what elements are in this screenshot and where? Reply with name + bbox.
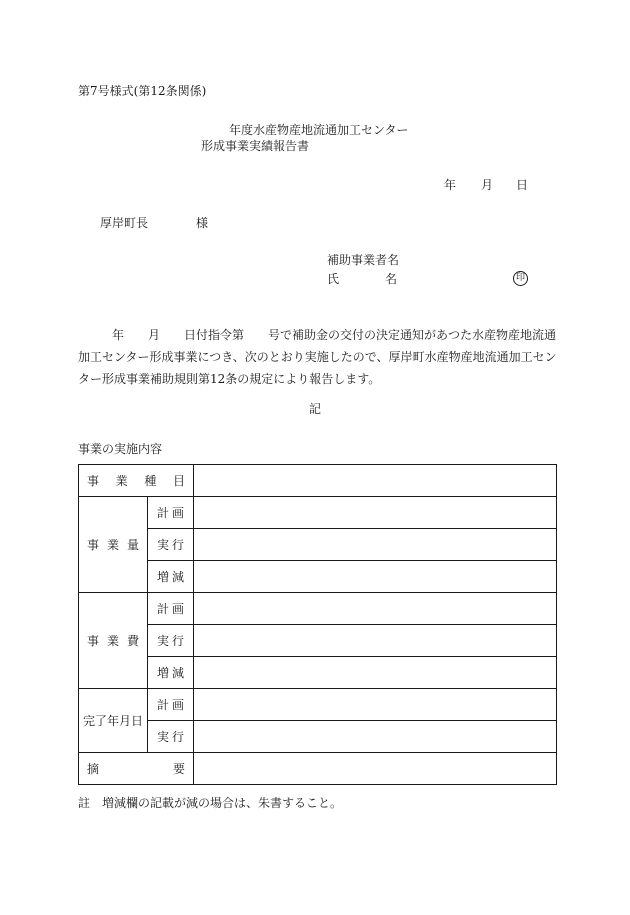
sub-label-plan: 計 画 [148,497,194,529]
seal-stamp-icon: 印 [513,271,528,286]
body-line-3: ター形成事業補助規則第12条の規定により報告します。 [78,372,381,386]
addressee-honorific: 様 [196,216,209,230]
table-row [79,497,557,529]
value-cell[interactable] [194,721,557,753]
title-line-2: 形成事業実績報告書 [201,139,310,153]
table-row [79,625,557,657]
date-day: 日 [516,178,529,192]
table-row [79,657,557,689]
sub-label-plan: 計 画 [148,593,194,625]
table-row [79,465,557,497]
label-business-cost: 事 業 費 [79,593,148,689]
sub-label-actual: 実 行 [148,529,194,561]
label-completion-date: 完了年月日 [79,689,148,753]
table-row [79,561,557,593]
value-cell[interactable] [194,497,557,529]
body-line-1: 年 月 日付指令第 号で補助金の交付の決定通知があつた水産物産地流通 [112,328,557,342]
ki-heading: 記 [309,402,322,416]
table-row [79,529,557,561]
table-row [79,689,557,721]
business-name-label: 補助事業者名 [327,253,400,267]
value-cell[interactable] [194,561,557,593]
date-year: 年 [444,178,457,192]
date-month: 月 [481,178,494,192]
table-row [79,753,557,785]
report-table [78,464,557,785]
footnote: 註 増減欄の記載が減の場合は、朱書すること。 [78,796,343,810]
sub-label-actual: 実 行 [148,721,194,753]
title-line-1: 年度水産物産地流通加工センター [229,123,409,137]
value-cell[interactable] [194,465,557,497]
addressee-name: 厚岸町長 [100,216,149,230]
table-row [79,721,557,753]
sub-label-actual: 実 行 [148,625,194,657]
sub-label-change: 増 減 [148,657,194,689]
value-cell[interactable] [194,529,557,561]
value-cell[interactable] [194,593,557,625]
value-cell[interactable] [194,753,557,785]
label-business-quantity: 事 業 量 [79,497,148,593]
name-label-2: 名 [385,272,398,286]
sub-label-plan: 計 画 [148,689,194,721]
form-number: 第7号様式(第12条関係) [78,84,207,98]
name-label-1: 氏 [327,272,340,286]
value-cell[interactable] [194,689,557,721]
sub-label-change: 増 減 [148,561,194,593]
body-line-2: 加工センター形成事業につき、次のとおり実施したので、厚岸町水産物産地流通加工セン [78,350,557,364]
label-business-type: 事 業 種 目 [79,465,194,497]
value-cell[interactable] [194,625,557,657]
value-cell[interactable] [194,657,557,689]
body-paragraph [78,324,558,390]
label-summary: 摘 要 [79,753,194,785]
table-row [79,593,557,625]
section-heading: 事業の実施内容 [78,442,163,456]
